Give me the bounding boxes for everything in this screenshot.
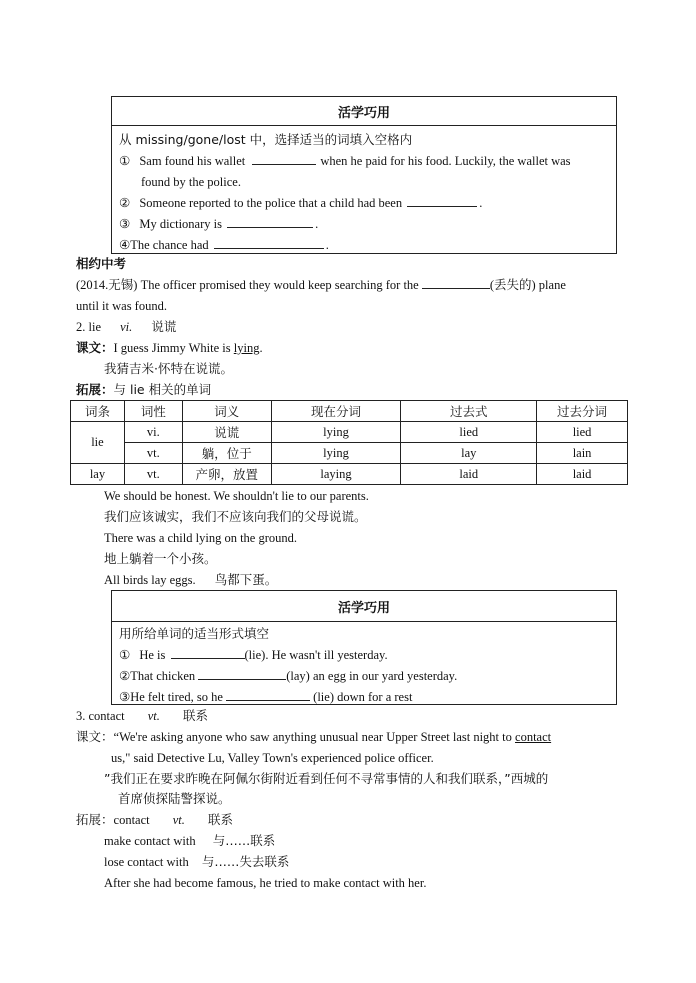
contact-translation-line-1: ”我们正在要求昨晚在阿佩尔街附近看到任何不寻常事情的人和我们联系，”西城的	[104, 771, 549, 786]
item-text: (lie) down for a rest	[313, 690, 413, 704]
phrase-item	[104, 832, 275, 850]
entry-meaning: 说谎	[151, 319, 177, 334]
table-cell: 说谎	[182, 422, 271, 443]
exam-text: (丢失的) plane	[489, 278, 566, 292]
answer-blank[interactable]	[214, 237, 324, 249]
exam-text: (2014.无锡) The officer promised they would keep searching for the	[76, 278, 419, 292]
phrase-translation: 与……联系	[212, 833, 276, 848]
extension-label: 拓展：	[76, 812, 114, 827]
lie-text-example	[76, 339, 263, 357]
column-header: 现在分词	[271, 401, 401, 422]
text-label: 课文：	[76, 729, 114, 744]
practice-box-2-title: 活学巧用	[112, 591, 616, 622]
answer-blank[interactable]	[422, 277, 490, 289]
exam-heading: 相约中考	[76, 256, 127, 271]
phrase-translation: 与……失去联系	[201, 854, 290, 869]
table-cell: lie	[71, 422, 125, 464]
example-text: .	[259, 341, 263, 355]
practice-box-1-title: 活学巧用	[112, 97, 616, 126]
entry-meaning: 联系	[208, 812, 234, 827]
item-text: That chicken	[130, 669, 196, 683]
contact-translation-line-2: 首席侦探陆警探说。	[118, 791, 231, 806]
item-text: (lay) an egg in our yard yesterday.	[286, 669, 458, 683]
table-cell: lay	[401, 443, 537, 464]
item-text: .	[315, 217, 319, 231]
practice-box-2	[111, 590, 617, 705]
table-cell: lied	[401, 422, 537, 443]
entry-word: 3. contact	[76, 709, 125, 723]
item-text: My dictionary is	[139, 217, 222, 231]
table-cell: vt.	[124, 443, 182, 464]
table-cell: vi.	[124, 422, 182, 443]
contact-text-line-2: us," said Detective Lu, Valley Town's experienced police officer.	[111, 751, 434, 765]
item-text: (lie). He wasn't ill yesterday.	[244, 648, 388, 662]
item-number: ③	[119, 689, 131, 704]
lie-text-translation: 我猜吉米·怀特在说谎。	[104, 361, 233, 376]
column-header: 过去分词	[537, 401, 628, 422]
column-header: 词性	[124, 401, 182, 422]
table-cell: laid	[401, 464, 537, 485]
item-number: ③	[119, 216, 131, 231]
item-number: ②	[119, 195, 131, 210]
phrase: make contact with	[104, 834, 196, 848]
table-row	[71, 443, 628, 464]
example-translation: 鸟都下蛋。	[214, 572, 278, 587]
entry-pos: vt.	[147, 709, 160, 723]
practice-item	[119, 194, 482, 212]
table-cell: lying	[271, 422, 401, 443]
answer-blank[interactable]	[252, 153, 316, 165]
item-number: ①	[119, 153, 131, 168]
item-text: He felt tired, so he	[130, 690, 223, 704]
entry-meaning: 联系	[183, 708, 209, 723]
column-header: 过去式	[401, 401, 537, 422]
entry-word: contact	[113, 813, 150, 827]
practice-item	[119, 236, 329, 254]
contact-text-example	[76, 728, 551, 746]
example-translation: 我们应该诚实，我们不应该向我们的父母说谎。	[104, 509, 367, 524]
entry-word: 2. lie	[76, 320, 101, 334]
extension-label: 拓展：	[76, 382, 114, 397]
vocab-entry-contact	[76, 707, 208, 725]
example-sentence: All birds lay eggs.	[104, 573, 196, 587]
phrase-item	[104, 853, 289, 871]
example-text: “We're asking anyone who saw anything unusual near Upper Street last night to	[113, 730, 516, 744]
answer-blank[interactable]	[407, 195, 477, 207]
table-cell: lain	[537, 443, 628, 464]
practice-box-2-instruction: 用所给单词的适当形式填空	[119, 626, 270, 641]
table-cell: laying	[271, 464, 401, 485]
example-translation: 地上躺着一个小孩。	[104, 551, 217, 566]
table-header-row	[71, 401, 628, 422]
answer-blank[interactable]	[198, 668, 286, 680]
item-text: .	[479, 196, 483, 210]
answer-blank[interactable]	[227, 216, 313, 228]
entry-pos: vt.	[172, 813, 185, 827]
table-cell: vt.	[124, 464, 182, 485]
practice-box-1-instruction: 从 missing/gone/lost 中，选择适当的词填入空格内	[119, 132, 413, 147]
item-text: The chance had	[130, 238, 209, 252]
vocab-entry-lie	[76, 318, 176, 336]
word-forms-table	[70, 400, 628, 485]
practice-item	[119, 215, 318, 233]
extension-text: 与 lie 相关的单词	[113, 382, 212, 397]
practice-item	[119, 667, 457, 685]
entry-pos: vi.	[120, 320, 133, 334]
column-header: 词条	[71, 401, 125, 422]
item-text: .	[325, 238, 329, 252]
item-text: He is	[139, 648, 166, 662]
example-sentence: We should be honest. We shouldn't lie to our parents.	[104, 489, 369, 503]
table-row	[71, 422, 628, 443]
text-label: 课文：	[76, 340, 114, 355]
phrase: lose contact with	[104, 855, 189, 869]
exam-question-line-2: until it was found.	[76, 299, 167, 313]
item-number: ④	[119, 237, 131, 252]
exam-question-line-1	[76, 276, 566, 294]
example-sentence-with-translation	[104, 571, 277, 589]
item-text: Sam found his wallet	[139, 154, 246, 168]
table-cell: 产卵，放置	[182, 464, 271, 485]
table-cell: lying	[271, 443, 401, 464]
practice-item	[119, 152, 571, 170]
column-header: 词义	[182, 401, 271, 422]
practice-item	[119, 646, 388, 664]
example-sentence: After she had become famous, he tried to make contact with her.	[104, 876, 427, 890]
answer-blank[interactable]	[226, 689, 310, 701]
practice-item	[119, 688, 412, 706]
highlighted-word: contact	[515, 730, 552, 744]
answer-blank[interactable]	[171, 647, 245, 659]
example-text: I guess Jimmy White is	[113, 341, 234, 355]
highlighted-word: lying	[233, 341, 260, 355]
table-cell: lied	[537, 422, 628, 443]
item-text: Someone reported to the police that a child had been	[139, 196, 403, 210]
practice-item-continuation: found by the police.	[141, 175, 241, 189]
lie-extension	[76, 381, 211, 399]
item-text: when he paid for his food. Luckily, the wallet was	[320, 154, 571, 168]
table-cell: laid	[537, 464, 628, 485]
table-cell: 躺，位于	[182, 443, 271, 464]
item-number: ①	[119, 647, 131, 662]
example-sentence: There was a child lying on the ground.	[104, 531, 298, 545]
practice-box-1	[111, 96, 617, 254]
item-number: ②	[119, 668, 131, 683]
contact-extension	[76, 811, 233, 829]
table-cell: lay	[71, 464, 125, 485]
table-row	[71, 464, 628, 485]
